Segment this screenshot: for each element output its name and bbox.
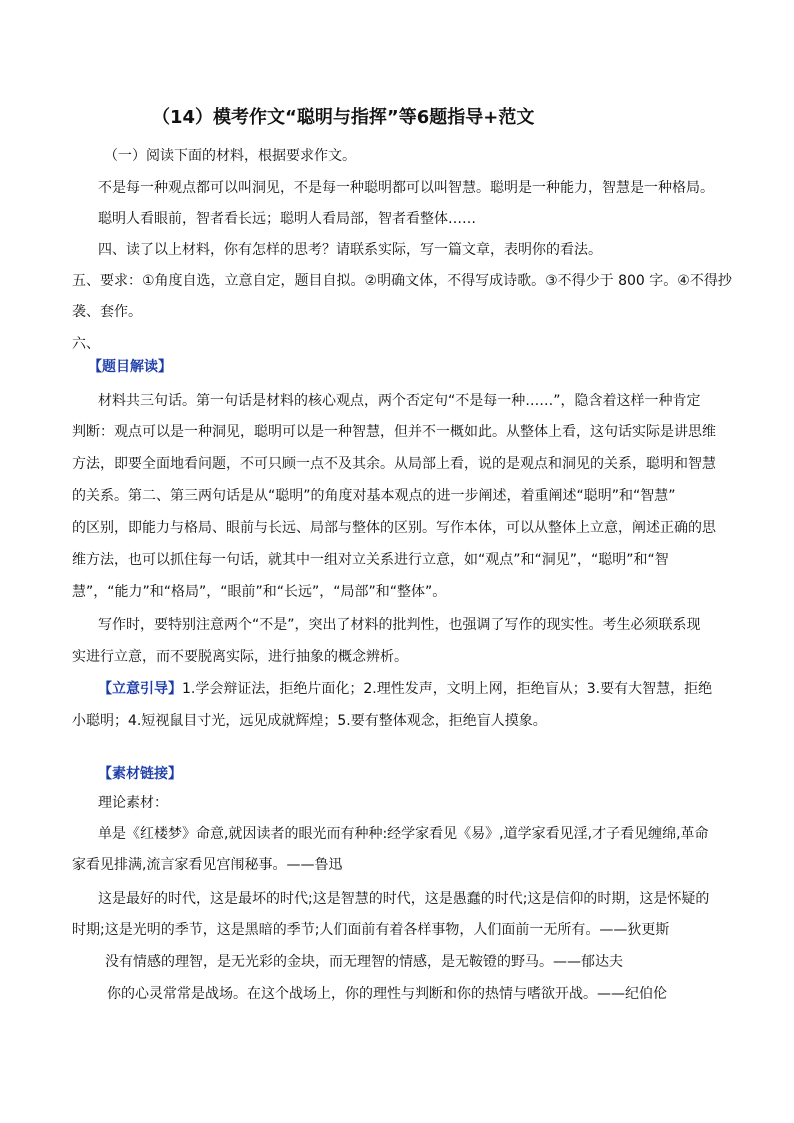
guide-text: 1.学会辩证法，拒绝片面化；2.理性发声，文明上网，拒绝盲从；3.要有大智慧，拒绝 (182, 681, 713, 697)
analysis-line: 材料共三句话。第一句话是材料的核心观点，两个否定句“不是每一种……”，隐含着这样一种肯定 (98, 393, 701, 409)
guide-line: 小聪明；4.短视鼠目寸光，远见成就辉煌；5.要有整体观念，拒绝盲人摸象。 (72, 713, 547, 729)
guide-heading: 【立意引导】 (98, 681, 182, 697)
prompt-intro: （一）阅读下面的材料，根据要求作文。 (104, 148, 356, 164)
material-line: 不是每一种观点都可以叫洞见，不是每一种聪明都可以叫智慧。聪明是一种能力，智慧是一种格局。 (98, 180, 714, 196)
quote-line: 没有情感的理智，是无光彩的金块，而无理智的情感，是无鞍镫的野马。——郁达夫 (105, 954, 623, 970)
material-links-subtitle: 理论素材： (98, 795, 168, 811)
item-six: 六、 (72, 336, 100, 352)
analysis-heading: 【题目解读】 (88, 359, 172, 375)
quote-line: 单是《红楼梦》命意,就因读者的眼光而有种种:经学家看见《易》,道学家看见淫,才子看见缠绵,革命 (98, 826, 709, 842)
quote-line: 这是最好的时代，这是最坏的时代;这是智慧的时代，这是愚蠢的时代;这是信仰的时期，这是怀疑的 (98, 891, 710, 907)
analysis-line: 判断：观点可以是一种洞见，聪明可以是一种智慧，但并不一概如此。从整体上看，这句话实际是讲思维 (72, 424, 716, 440)
analysis-line: 的区别，即能力与格局、眼前与长远、局部与整体的区别。写作本体，可以从整体上立意，阐述正确的思 (72, 520, 716, 536)
analysis-line: 慧”，“能力”和“格局”，“眼前”和“长远”，“局部”和“整体”。 (72, 584, 447, 600)
analysis-line: 写作时，要特别注意两个“不是”，突出了材料的批判性，也强调了写作的现实性。考生必须联系现 (98, 617, 701, 633)
item-five-line: 五、要求：①角度自选，立意自定，题目自拟。②明确文体，不得写成诗歌。③不得少于 800 字。④不得抄 (72, 273, 732, 289)
quote-line: 时期;这是光明的季节，这是黑暗的季节;人们面前有着各样事物，人们面前一无所有。——狄更斯 (72, 922, 670, 938)
item-four: 四、读了以上材料，你有怎样的思考？请联系实际，写一篇文章，表明你的看法。 (98, 242, 602, 258)
material-links-heading: 【素材链接】 (98, 766, 182, 782)
analysis-line: 的关系。第二、第三两句话是从“聪明”的角度对基本观点的进一步阐述，着重阐述“聪明”和“智慧” (72, 488, 676, 504)
material-line: 聪明人看眼前，智者看长远；聪明人看局部，智者看整体…… (98, 211, 476, 227)
analysis-line: 实进行立意，而不要脱离实际，进行抽象的概念辨析。 (72, 649, 408, 665)
analysis-line: 方法，即要全面地看问题，不可只顾一点不及其余。从局部上看，说的是观点和洞见的关系，聪明和智慧 (72, 456, 716, 472)
document-title: （14）模考作文“聪明与指挥”等6题指导+范文 (152, 107, 535, 128)
quote-line: 你的心灵常常是战场。在这个战场上，你的理性与判断和你的热情与嗜欲开战。——纪伯伦 (107, 986, 667, 1002)
analysis-line: 维方法，也可以抓住每一句话，就其中一组对立关系进行立意，如“观点”和“洞见”，“聪明”和“智 (72, 552, 669, 568)
guide-line (98, 679, 712, 699)
quote-line: 家看见排满,流言家看见宫闱秘事。——鲁迅 (72, 857, 343, 873)
item-five-line: 袭、套作。 (72, 304, 142, 320)
